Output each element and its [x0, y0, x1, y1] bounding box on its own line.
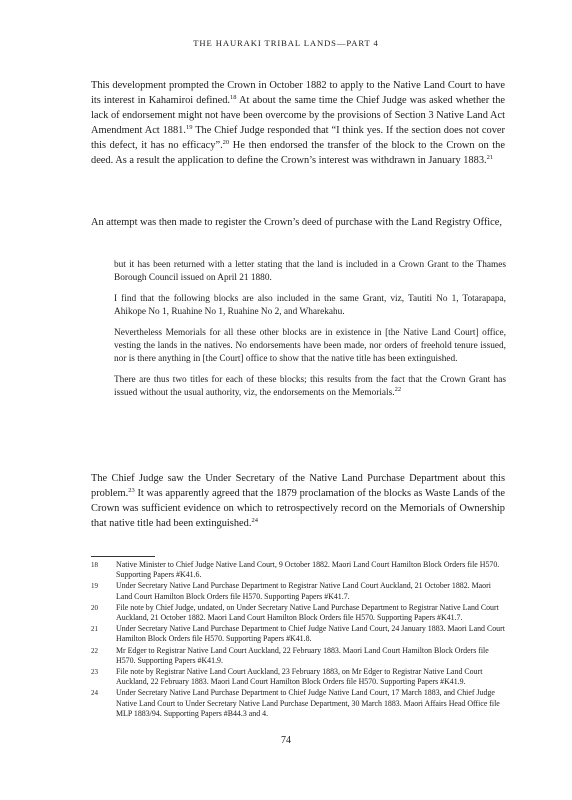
footnote-ref: 22 [394, 386, 402, 394]
body-paragraph-2 [91, 215, 505, 230]
footnote-text: Mr Edger to Registrar Native Land Court Auckland, 22 February 1883. Maori Land Court Hamilton Block Orders file H570. Supporting Papers #K41.9. [116, 645, 489, 665]
footnote-text: File note by Chief Judge, undated, on Under Secretary Native Land Purchase Department to Registrar Native Land Court Auckland, 21 October 1882. Maori Land Court Hamilton Block Orders file H570. Supporting Papers #K41.7. [116, 602, 499, 623]
footnote-24 [91, 688, 507, 719]
footnote-text: Under Secretary Native Land Purchase Department to Chief Judge Native Land Court, 17 March 1883, and Chief Judge Native Land Court to Under Secretary Native Land Purchase Department, 30 March 1883. Maori Affairs Head Office file MLP 1883/94. Supporting Papers #B44.3 and 4. [116, 688, 500, 718]
footnote-text: Under Secretary Native Land Purchase Department to Registrar Native Land Court Auckland, 21 October 1882. Maori Land Court Hamilton Block Orders file H570. Supporting Papers #K41.7. [116, 581, 491, 601]
body-paragraph-1 [91, 78, 505, 169]
footnote-23 [91, 667, 507, 687]
footnote-text: Under Secretary Native Land Purchase Department to Chief Judge Native Land Court, 24 January 1883. Maori Land Court Hamilton Block Orders file H570. Supporting Papers #K41.8. [116, 624, 505, 644]
quote-paragraph-2 [114, 293, 506, 320]
footnote-number: 19 [91, 582, 98, 591]
text-run: Nevertheless Memorials for all these other blocks are in existence in [the Native Land Court] office, vesting the lands in the natives. No endorsements have been made, nor orders of freehold tenure issued, nor is there anything in [the Court] office to show that the native title has been extinguished. [114, 327, 506, 365]
page-number: 74 [281, 735, 291, 746]
text-run: An attempt was then made to register the Crown’s deed of purchase with the Land Registry Office, [91, 217, 502, 228]
block-quote [114, 259, 506, 408]
text-run: He then endorsed the transfer of the block to the Crown on the deed. As a result the application to define the Crown’s interest was withdrawn in January 1883. [91, 140, 505, 167]
text-run: It was apparently agreed that the 1879 proclamation of the blocks as Waste Lands of the Crown was sufficient evidence on which to retrospectively record on the Memorials of Ownership that native title had been extinguished. [91, 488, 505, 530]
footnote-number: 24 [91, 689, 98, 698]
footnote-18 [91, 560, 507, 580]
quote-paragraph-3 [114, 327, 506, 367]
text-run: I find that the following blocks are also included in the same Grant, viz, Tautiti No 1, Totarapapa, Ahikope No 1, Ruahine No 1, Ruahine No 2, and Wharekahu. [114, 293, 506, 318]
footnote-text: File note by Registrar Native Land Court Auckland, 23 February 1883, on Mr Edger to Registrar Native Land Court Auckland, 22 February 1883. Maori Land Court Hamilton Block Orders file H570. Supporting Papers #K41.9. [116, 667, 483, 687]
footnote-ref: 24 [251, 517, 258, 525]
footnote-ref: 18 [230, 94, 237, 102]
text-run: The Chief Judge saw the Under Secretary of the Native Land Purchase Department about this problem. [91, 473, 505, 500]
footnote-number: 20 [91, 603, 98, 612]
footnote-number: 18 [91, 561, 98, 569]
footnotes [91, 560, 507, 720]
footnote-number: 21 [91, 625, 98, 634]
quote-paragraph-4 [114, 374, 506, 401]
text-run: This development prompted the Crown in October 1882 to apply to the Native Land Court to have its interest in Kahamiroi defined. [91, 80, 505, 107]
body-paragraph-3 [91, 471, 505, 531]
footnote-ref: 23 [128, 487, 135, 495]
text-run: There are thus two titles for each of these blocks; this results from the fact that the Crown Grant has issued without the usual authority, viz, the endorsements on the Memorials. [114, 374, 506, 399]
footnote-number: 23 [91, 668, 98, 677]
running-head: THE HAURAKI TRIBAL LANDS—PART 4 [193, 38, 379, 48]
footnote-divider [91, 556, 155, 557]
footnote-ref: 19 [185, 124, 193, 132]
footnote-ref: 20 [222, 139, 230, 147]
footnote-number: 22 [91, 646, 98, 655]
text-run: but it has been returned with a letter stating that the land is included in a Crown Grant to the Thames Borough Council issued on April 21 1880. [114, 260, 506, 284]
footnote-22 [91, 646, 507, 666]
footnote-text: Native Minister to Chief Judge Native Land Court, 9 October 1882. Maori Land Court Hamilton Block Orders file H570. Supporting Papers #K41.6. [116, 560, 500, 580]
footnote-21 [91, 624, 507, 644]
footnote-20 [91, 603, 507, 623]
quote-paragraph-1 [114, 259, 506, 286]
footnote-ref: 21 [486, 154, 494, 162]
text-run: The Chief Judge responded that “I think yes. If the section does not cover this defect, it has no efficacy”. [91, 125, 505, 152]
footnote-19 [91, 581, 507, 601]
text-run: At about the same time the Chief Judge was asked whether the lack of endorsement might not have been overcome by the provisions of Section 3 Native Land Act Amendment Act 1881. [91, 95, 505, 137]
